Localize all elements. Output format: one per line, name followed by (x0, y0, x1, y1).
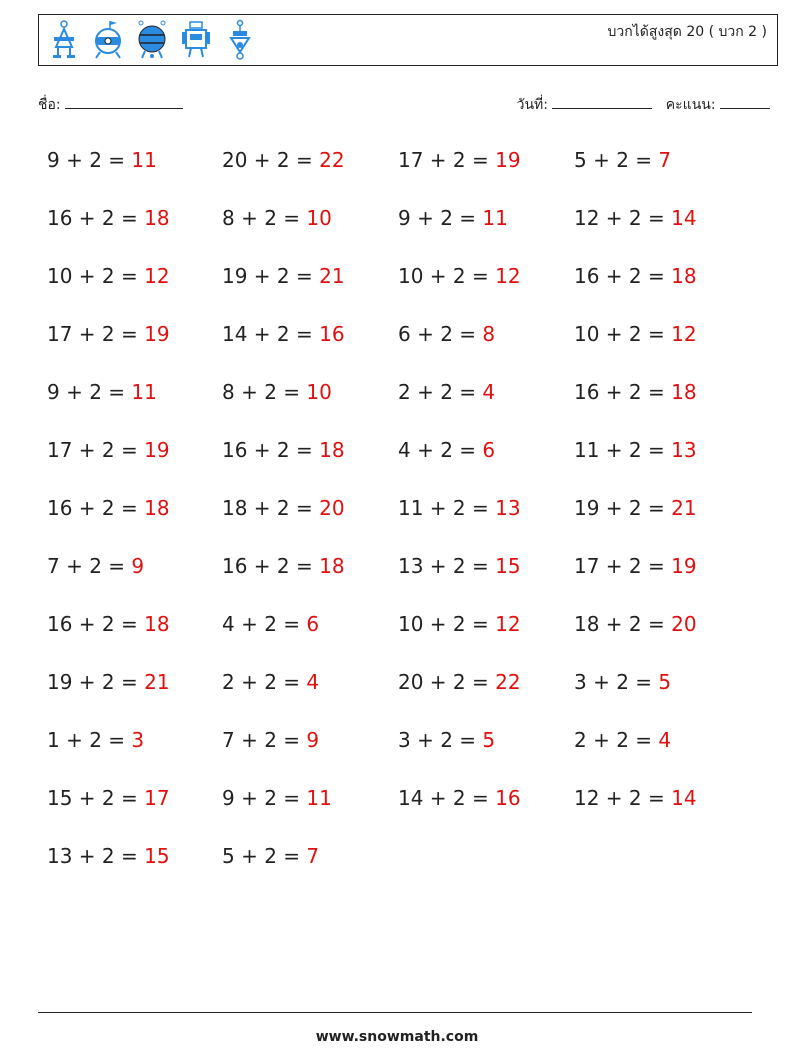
problem-item (47, 667, 170, 697)
problem-item (222, 609, 319, 639)
problem-item (574, 203, 697, 233)
problem-answer: 3 (131, 728, 145, 752)
problem-answer: 15 (144, 844, 170, 868)
problem-question: 9 + 2 = (47, 148, 132, 172)
problem-row (47, 667, 767, 725)
problem-question: 11 + 2 = (574, 438, 672, 462)
problem-answer: 18 (671, 264, 697, 288)
problem-question: 1 + 2 = (47, 728, 132, 752)
problem-question: 13 + 2 = (398, 554, 496, 578)
robot-icon-5 (223, 19, 257, 61)
problem-answer: 9 (306, 728, 320, 752)
problem-row (47, 551, 767, 609)
problem-question: 19 + 2 = (574, 496, 672, 520)
problem-item (574, 667, 671, 697)
problem-item (222, 203, 332, 233)
problem-question: 14 + 2 = (222, 322, 320, 346)
problem-question: 15 + 2 = (47, 786, 145, 810)
problem-answer: 15 (495, 554, 521, 578)
problem-item (574, 551, 697, 581)
problem-question: 16 + 2 = (222, 554, 320, 578)
problem-answer: 18 (319, 554, 345, 578)
problem-question: 4 + 2 = (222, 612, 307, 636)
problem-row (47, 725, 767, 783)
problem-item (574, 493, 697, 523)
problem-item (47, 493, 170, 523)
problem-row (47, 319, 767, 377)
date-score-fields (517, 94, 770, 116)
problem-item (574, 725, 671, 755)
problem-answer: 5 (482, 728, 496, 752)
problem-item (574, 319, 697, 349)
problem-answer: 19 (495, 148, 521, 172)
problem-question: 19 + 2 = (222, 264, 320, 288)
problem-item (47, 319, 170, 349)
problem-item (574, 377, 697, 407)
problem-question: 16 + 2 = (47, 612, 145, 636)
robot-icon-2 (91, 19, 125, 61)
problem-answer: 13 (495, 496, 521, 520)
problem-item (222, 145, 345, 175)
problem-answer: 21 (144, 670, 170, 694)
problem-answer: 4 (482, 380, 496, 404)
problem-item (398, 203, 508, 233)
problem-item (222, 783, 332, 813)
problem-question: 19 + 2 = (47, 670, 145, 694)
problem-answer: 18 (671, 380, 697, 404)
problem-answer: 5 (658, 670, 672, 694)
date-label: วันที่: (516, 97, 548, 113)
problem-answer: 19 (144, 322, 170, 346)
problem-item (398, 725, 495, 755)
problem-item (47, 783, 170, 813)
problem-item (222, 667, 319, 697)
problem-answer: 12 (495, 264, 521, 288)
problem-answer: 12 (495, 612, 521, 636)
problem-item (398, 377, 495, 407)
problem-row (47, 435, 767, 493)
problem-item (47, 609, 170, 639)
problem-answer: 17 (144, 786, 170, 810)
problem-answer: 20 (671, 612, 697, 636)
name-blank (65, 94, 183, 109)
problem-answer: 9 (131, 554, 145, 578)
problem-answer: 18 (144, 496, 170, 520)
problem-question: 16 + 2 = (222, 438, 320, 462)
problem-item (398, 145, 521, 175)
problem-question: 3 + 2 = (398, 728, 483, 752)
problem-row (47, 609, 767, 667)
problem-item (222, 261, 345, 291)
problem-item (398, 609, 521, 639)
problem-grid (47, 145, 767, 899)
problem-answer: 14 (671, 206, 697, 230)
name-field (38, 94, 183, 116)
problem-item (47, 841, 170, 871)
problem-answer: 16 (495, 786, 521, 810)
problem-row (47, 377, 767, 435)
problem-answer: 6 (306, 612, 320, 636)
robot-icon-1 (47, 19, 81, 61)
problem-item (47, 261, 170, 291)
problem-question: 13 + 2 = (47, 844, 145, 868)
problem-answer: 10 (306, 380, 332, 404)
problem-question: 10 + 2 = (398, 612, 496, 636)
problem-question: 2 + 2 = (398, 380, 483, 404)
problem-row (47, 203, 767, 261)
problem-question: 8 + 2 = (222, 380, 307, 404)
problem-answer: 19 (144, 438, 170, 462)
problem-question: 5 + 2 = (222, 844, 307, 868)
problem-answer: 7 (658, 148, 672, 172)
problem-question: 8 + 2 = (222, 206, 307, 230)
problem-question: 16 + 2 = (574, 264, 672, 288)
problem-row (47, 145, 767, 203)
problem-item (398, 783, 521, 813)
problem-question: 17 + 2 = (398, 148, 496, 172)
problem-item (47, 551, 144, 581)
problem-answer: 19 (671, 554, 697, 578)
problem-question: 12 + 2 = (574, 786, 672, 810)
problem-row (47, 783, 767, 841)
problem-question: 9 + 2 = (398, 206, 483, 230)
problem-question: 2 + 2 = (574, 728, 659, 752)
problem-item (574, 435, 697, 465)
problem-row (47, 841, 767, 899)
problem-answer: 6 (482, 438, 496, 462)
problem-answer: 12 (671, 322, 697, 346)
problem-question: 20 + 2 = (398, 670, 496, 694)
problem-question: 7 + 2 = (222, 728, 307, 752)
problem-question: 12 + 2 = (574, 206, 672, 230)
problem-answer: 11 (131, 148, 157, 172)
problem-item (47, 145, 157, 175)
problem-question: 10 + 2 = (398, 264, 496, 288)
problem-answer: 18 (144, 612, 170, 636)
problem-answer: 18 (319, 438, 345, 462)
problem-question: 16 + 2 = (47, 206, 145, 230)
problem-question: 2 + 2 = (222, 670, 307, 694)
problem-item (398, 493, 521, 523)
problem-answer: 11 (306, 786, 332, 810)
problem-item (222, 725, 319, 755)
problem-question: 16 + 2 = (47, 496, 145, 520)
problem-question: 7 + 2 = (47, 554, 132, 578)
problem-question: 16 + 2 = (574, 380, 672, 404)
problem-answer: 7 (306, 844, 320, 868)
problem-question: 9 + 2 = (47, 380, 132, 404)
name-label: ชื่อ: (38, 97, 61, 113)
problem-item (222, 435, 345, 465)
problem-item (398, 435, 495, 465)
problem-row (47, 493, 767, 551)
robot-icons (47, 19, 257, 61)
problem-question: 6 + 2 = (398, 322, 483, 346)
problem-item (222, 551, 345, 581)
problem-answer: 21 (671, 496, 697, 520)
problem-question: 5 + 2 = (574, 148, 659, 172)
problem-question: 17 + 2 = (574, 554, 672, 578)
problem-item (398, 551, 521, 581)
problem-item (47, 725, 144, 755)
problem-item (398, 667, 521, 697)
problem-question: 17 + 2 = (47, 322, 145, 346)
problem-answer: 21 (319, 264, 345, 288)
problem-answer: 4 (306, 670, 320, 694)
problem-item (47, 377, 157, 407)
robot-icon-4 (179, 19, 213, 61)
problem-item (222, 377, 332, 407)
problem-answer: 14 (671, 786, 697, 810)
score-blank (720, 94, 770, 109)
worksheet-title: บวกได้สูงสุด 20 ( บวก 2 ) (607, 24, 767, 40)
footer-site: www.snowmath.com (315, 1029, 479, 1045)
problem-item (222, 841, 319, 871)
problem-answer: 20 (319, 496, 345, 520)
problem-item (574, 145, 671, 175)
robot-icon-3 (135, 19, 169, 61)
problem-answer: 10 (306, 206, 332, 230)
problem-question: 4 + 2 = (398, 438, 483, 462)
worksheet-header (38, 14, 778, 66)
problem-answer: 11 (131, 380, 157, 404)
problem-question: 17 + 2 = (47, 438, 145, 462)
problem-item (222, 319, 345, 349)
problem-item (398, 319, 495, 349)
problem-question: 10 + 2 = (47, 264, 145, 288)
problem-answer: 12 (144, 264, 170, 288)
problem-answer: 4 (658, 728, 672, 752)
problem-question: 9 + 2 = (222, 786, 307, 810)
problem-answer: 11 (482, 206, 508, 230)
problem-answer: 22 (319, 148, 345, 172)
score-label: คะแนน: (665, 97, 716, 113)
problem-answer: 8 (482, 322, 496, 346)
problem-item (574, 783, 697, 813)
problem-question: 3 + 2 = (574, 670, 659, 694)
problem-answer: 22 (495, 670, 521, 694)
problem-question: 11 + 2 = (398, 496, 496, 520)
problem-answer: 13 (671, 438, 697, 462)
problem-item (574, 261, 697, 291)
footer-divider (38, 1012, 752, 1013)
problem-question: 10 + 2 = (574, 322, 672, 346)
problem-row (47, 261, 767, 319)
problem-question: 14 + 2 = (398, 786, 496, 810)
problem-question: 20 + 2 = (222, 148, 320, 172)
problem-answer: 16 (319, 322, 345, 346)
problem-question: 18 + 2 = (574, 612, 672, 636)
problem-item (574, 609, 697, 639)
problem-item (398, 261, 521, 291)
problem-item (47, 203, 170, 233)
date-blank (552, 94, 652, 109)
problem-answer: 18 (144, 206, 170, 230)
problem-item (222, 493, 345, 523)
problem-item (47, 435, 170, 465)
problem-question: 18 + 2 = (222, 496, 320, 520)
